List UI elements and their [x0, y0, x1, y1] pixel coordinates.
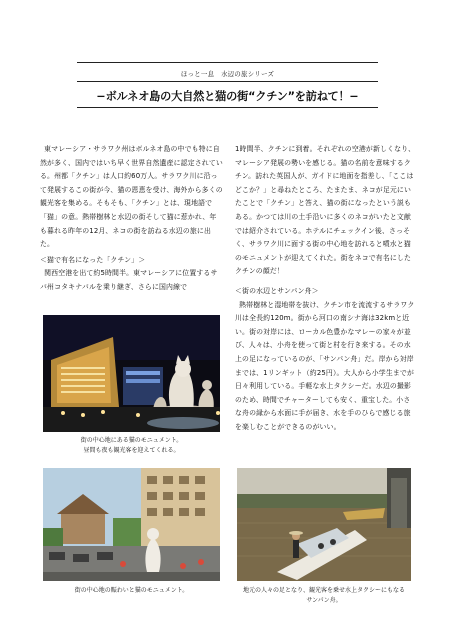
photo3-caption	[226, 586, 422, 605]
photo3-caption-line1: 地元の人々の足となり、観光客を乗せ水上タクシーにもなる	[242, 587, 405, 594]
top-rule	[77, 62, 378, 63]
right-paragraph-2: 熱帯樹林と湿地帯を抜け、クチン市を流流するサラワク川は全長約120m。街から河口の南シナ海は32kmと近い。街の対岸には、ローカル色豊かなマレーの家々が並び、人々は、小舟を使って街と村を行き来する。その水上の足になっているのが、「サンパン舟」だ。岸から対岸までは、1リンギット（約25円）。大人から小学生までが日々利用している。手軽な水上タクシーだ。水辺の撮影のため、時間でチャーターしても安く、重宝した。小さな舟の縁から水面に手が届き、水を手のひらで感じる旅を楽しむことができるのがいい。	[235, 300, 415, 431]
series-label: ほっと一息 水辺の旅シリーズ	[180, 70, 275, 78]
page-title: −ボルネオ島の大自然と猫の街“クチン”を訪ねて！−	[96, 90, 359, 103]
photo3-caption-line2: サンパン舟。	[306, 596, 342, 604]
middle-rule	[77, 81, 378, 82]
sampan-boat-photo	[237, 468, 411, 581]
cat-monument-night-photo	[43, 315, 220, 432]
bottom-rule	[77, 107, 378, 108]
right-column	[235, 143, 416, 434]
photo1-caption	[43, 436, 220, 455]
city-center-day-photo	[43, 468, 220, 581]
left-subheading: ＜猫で有名になった「クチン」＞	[40, 255, 146, 264]
photo2-caption: 街の中心地の賑わいと猫のモニュメント。	[74, 587, 189, 594]
left-paragraph-2: 関西空港を出て約5時間半。東マレーシアに位置するサバ州コタキナバルを乗り継ぎ、さらに国内線で	[40, 269, 218, 291]
photo1-caption-line2: 昼間も夜も観光客を迎えてくれる。	[83, 446, 180, 454]
photo1-caption-line1: 街の中心地にある猫のモニュメント。	[80, 437, 183, 444]
left-column	[40, 143, 223, 295]
right-subheading: ＜街の水辺とサンパン舟＞	[235, 286, 319, 295]
right-paragraph-1: 1時間半、クチンに到着。それぞれの空港が新しくなり、マレーシア発展の勢いを感じる。猫の名前を意味するクチン。訪れた英国人が、ガイドに地面を指差し、「ここはどこか？」と尋ねたところ、たまたま、ネコが足元にいたことで「クチン」と答え、猫の街になったという説もある。かつては川の土手沿いに多くのネコがいたと文献では紹介されている。ホテルにチェックイン後、さっそく、サラワク川に面する街の中心地を訪れると噴水と猫のモニュメントが迎えてくれた。街をネコで有名にしたクチンの顔だ！	[235, 145, 416, 276]
left-paragraph-1: 東マレーシア・サラワク州はボルネオ島の中でも特に自然が多く、国内ではいち早く世界自然遺産に認定されている。州都「クチン」は人口約60万人。サラワク川に沿って発展するこの街が今、猫の恩恵を受け、海外から多くの観光客を集める。そもそも、「クチン」とは、現地語で「猫」の意。熱帯樹林と水辺の街そして猫に惹かれ、年も暮れる昨年の12月、ネコの街を訪ねる水辺の旅に出た。	[40, 145, 223, 249]
